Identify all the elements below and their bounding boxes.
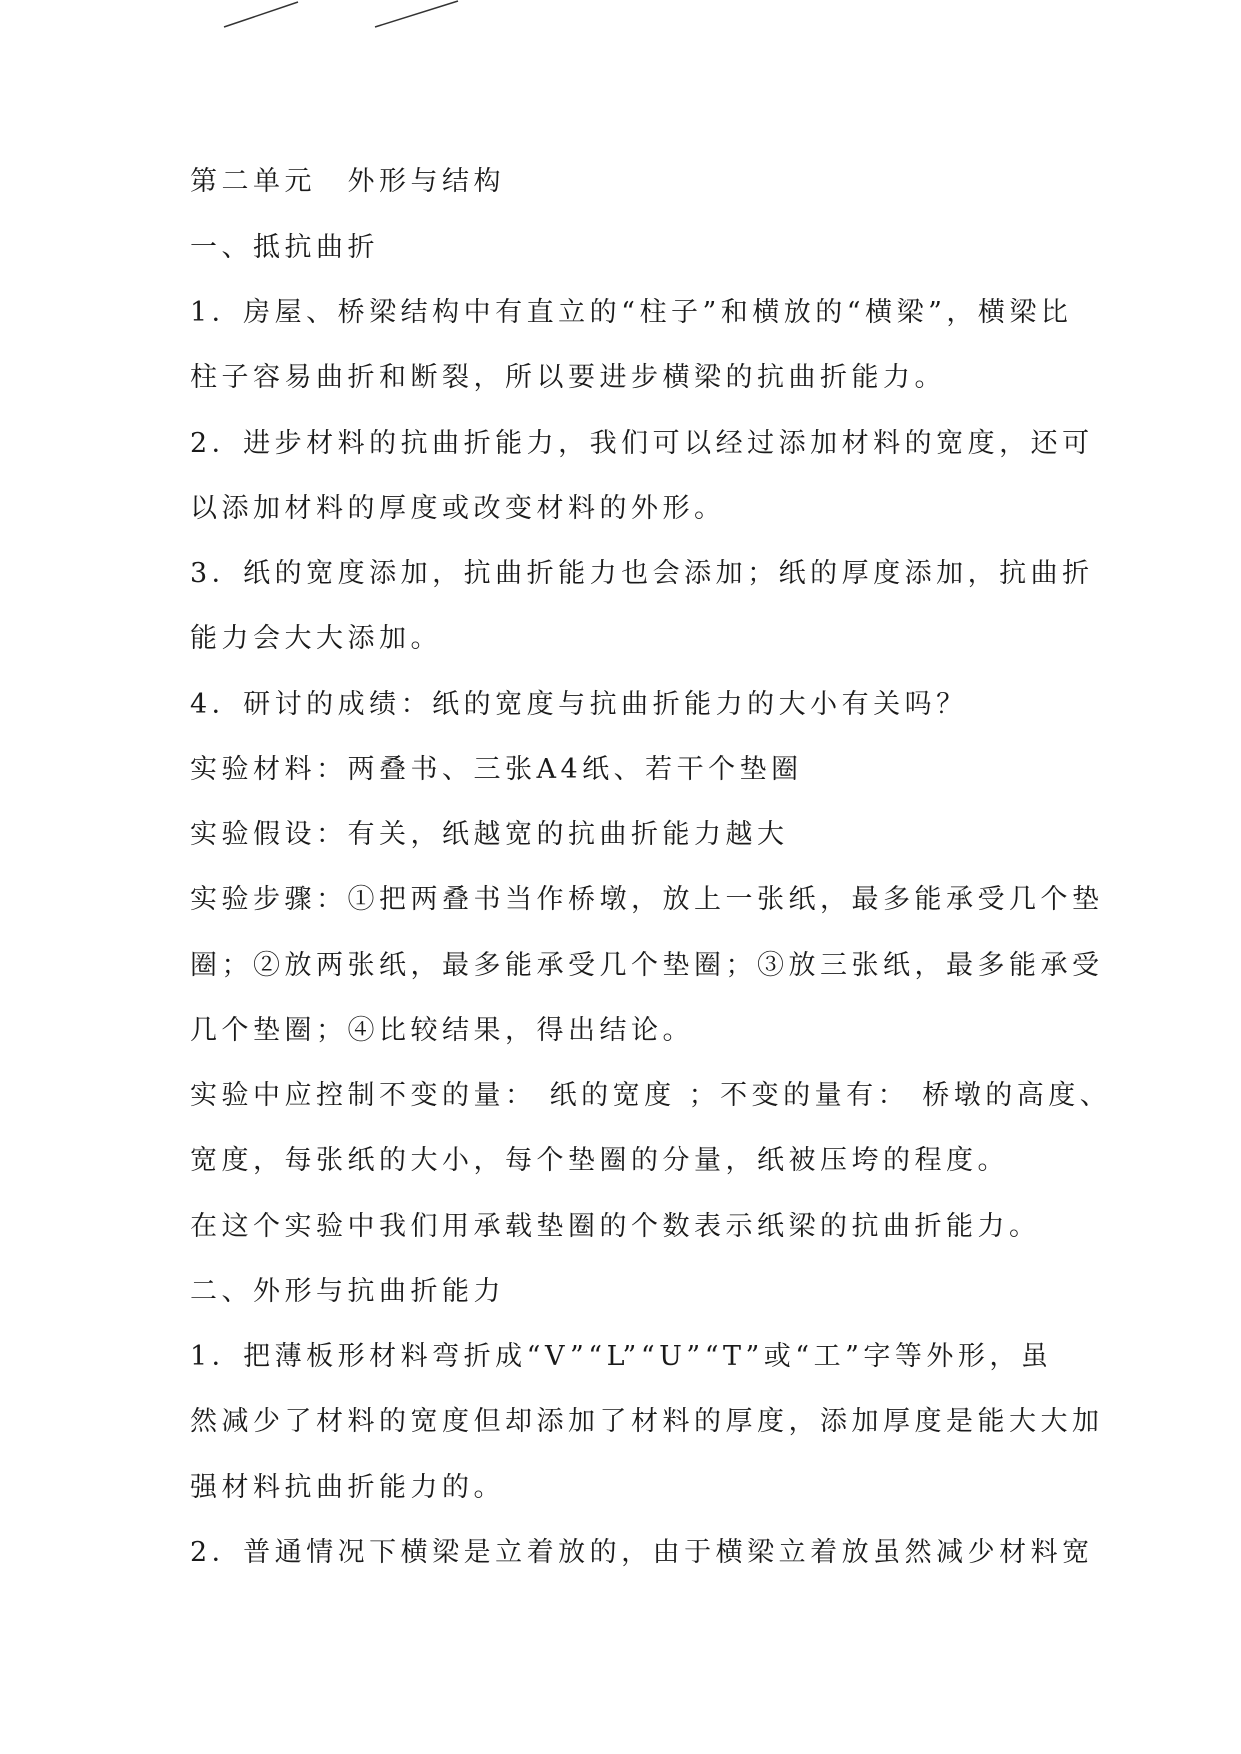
paragraph-line: 4．研讨的成绩：纸的宽度与抗曲折能力的大小有关吗？ — [190, 689, 968, 720]
paragraph-line: 1．把薄板形材料弯折成“V”“L”“U”“T”或“工”字等外形，虽 — [190, 1341, 1053, 1372]
paragraph-line: 圈；②放两张纸，最多能承受几个垫圈；③放三张纸，最多能承受 — [190, 950, 1104, 981]
paragraph-line: 1．房屋、桥梁结构中有直立的“柱子”和横放的“横梁”，横梁比 — [190, 297, 1073, 328]
paragraph-line: 能力会大大添加。 — [190, 623, 442, 654]
paragraph-line: 实验材料：两叠书、三张A4纸、若干个垫圈 — [190, 754, 803, 785]
decorative-stroke-right — [375, 1, 458, 27]
paragraph-line: 2．进步材料的抗曲折能力，我们可以经过添加材料的宽度，还可 — [190, 428, 1094, 459]
paragraph-line: 实验假设：有关，纸越宽的抗曲折能力越大 — [190, 819, 789, 850]
paragraph-line: 强材料抗曲折能力的。 — [190, 1472, 505, 1503]
paragraph-line: 柱子容易曲折和断裂，所以要进步横梁的抗曲折能力。 — [190, 362, 946, 393]
paragraph-line: 以添加材料的厚度或改变材料的外形。 — [190, 493, 726, 524]
paragraph-line: 在这个实验中我们用承载垫圈的个数表示纸梁的抗曲折能力。 — [190, 1211, 1041, 1242]
paragraph-line: 然减少了材料的宽度但却添加了材料的厚度，添加厚度是能大大加 — [190, 1406, 1104, 1437]
paragraph-line: 2．普通情况下横梁是立着放的，由于横梁立着放虽然减少材料宽 — [190, 1537, 1094, 1568]
paragraph-line: 3．纸的宽度添加，抗曲折能力也会添加；纸的厚度添加，抗曲折 — [190, 558, 1094, 589]
paragraph-line: 宽度，每张纸的大小，每个垫圈的分量，纸被压垮的程度。 — [190, 1145, 1009, 1176]
paragraph-line: 实验中应控制不变的量： 纸的宽度 ；不变的量有： 桥墩的高度、 — [190, 1080, 1112, 1111]
header-decorative-lines — [0, 0, 1241, 60]
decorative-stroke-left — [224, 2, 298, 27]
unit-title: 第二单元 外形与结构 — [190, 166, 505, 197]
paragraph-line: 实验步骤：①把两叠书当作桥墩，放上一张纸，最多能承受几个垫 — [190, 884, 1104, 915]
section-heading: 一、抵抗曲折 — [190, 232, 379, 263]
section-heading: 二、外形与抗曲折能力 — [190, 1276, 505, 1307]
paragraph-line: 几个垫圈；④比较结果，得出结论。 — [190, 1015, 694, 1046]
